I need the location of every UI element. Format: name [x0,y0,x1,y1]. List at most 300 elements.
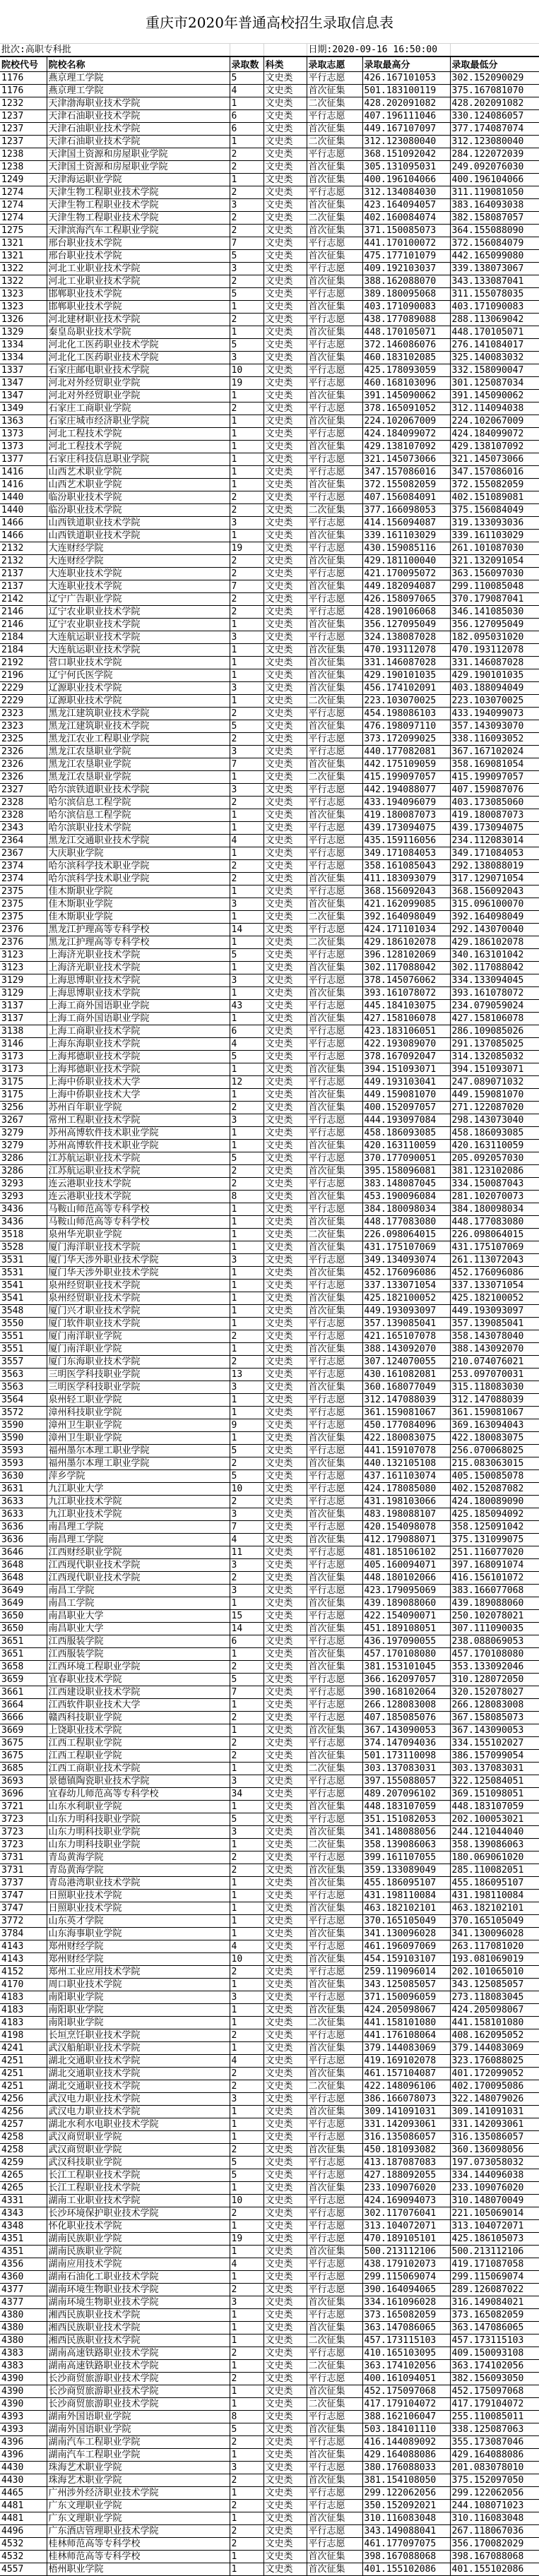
admission-round-cell: 首次征集 [307,85,362,97]
max-score-cell: 421.170095072 [362,568,450,580]
category-cell: 文史类 [263,1356,307,1368]
admission-round-cell: 平行志愿 [307,2462,362,2474]
category-cell: 文史类 [263,1610,307,1623]
admit-count-cell: 1 [230,1063,263,1076]
school-code-cell: 4377 [0,2296,47,2309]
admit-count-cell: 2 [230,2080,263,2093]
admit-count-cell: 1 [230,1915,263,1928]
school-code-cell: 1416 [0,466,47,479]
max-score-cell: 391.145090062 [362,390,450,402]
table-row [0,2487,539,2500]
admit-count-cell: 3 [230,1114,263,1127]
admit-count-cell: 1 [230,771,263,784]
admit-count-cell: 1 [230,2004,263,2017]
max-score-cell: 403.171090083 [362,301,450,314]
table-row [0,402,539,415]
max-score-cell: 426.167101053 [362,72,450,85]
admission-round-cell: 首次征集 [307,1191,362,1203]
school-name-cell: 福州墨尔本理工职业学院 [47,1445,230,1457]
admit-count-cell: 2 [230,593,263,606]
max-score-cell: 390.164094065 [362,2284,450,2296]
min-score-cell: 286.109085026 [450,1025,539,1038]
school-name-cell: 河北工业职业技术学院 [47,263,230,275]
category-cell: 文史类 [263,326,307,339]
min-score-cell: 452.176096086 [450,1267,539,1280]
school-code-cell: 2375 [0,886,47,898]
min-score-cell: 346.141085030 [450,606,539,619]
school-name-cell: 青岛黄海学院 [47,1852,230,1864]
max-score-cell: 388.162088070 [362,275,450,288]
category-cell: 文史类 [263,1902,307,1915]
category-cell: 文史类 [263,1966,307,1979]
max-score-cell: 361.159081067 [362,1407,450,1419]
admission-round-cell: 首次征集 [307,987,362,1000]
admit-count-cell: 4 [230,1534,263,1546]
admit-count-cell: 1 [230,1877,263,1890]
school-name-cell: 山东水利职业学院 [47,1801,230,1813]
admission-round-cell: 二次征集 [307,212,362,225]
min-score-cell: 263.117081020 [450,1940,539,1953]
min-score-cell: 425.186105073 [450,2233,539,2246]
school-name-cell: 厦门兴才职业技术学院 [47,1305,230,1318]
category-cell: 文史类 [263,2512,307,2525]
category-cell: 文史类 [263,2017,307,2029]
school-name-cell: 苏州高博软件技术职业学院 [47,1127,230,1140]
admit-count-cell: 1 [230,669,263,682]
admission-round-cell: 平行志愿 [307,886,362,898]
school-code-cell: 4251 [0,2080,47,2093]
admission-round-cell: 平行志愿 [307,1991,362,2004]
school-code-cell: 4383 [0,2360,47,2373]
admission-round-cell: 首次征集 [307,1826,362,1839]
admission-round-cell: 首次征集 [307,1165,362,1178]
max-score-cell: 421.165107078 [362,1330,450,1343]
school-name-cell: 江苏航运职业技术学院 [47,1165,230,1178]
admission-round-cell: 平行志愿 [307,2525,362,2538]
admit-count-cell: 2 [230,1852,263,1864]
min-score-cell: 402.151089081 [450,491,539,504]
category-cell: 文史类 [263,1801,307,1813]
admit-count-cell: 6 [230,110,263,123]
admit-count-cell: 10 [230,2195,263,2207]
category-cell: 文史类 [263,364,307,377]
category-cell: 文史类 [263,1419,307,1432]
table-row [0,2347,539,2360]
admit-count-cell: 1 [230,415,263,428]
category-cell: 文史类 [263,809,307,822]
admit-count-cell: 2 [230,2284,263,2296]
admit-count-cell: 2 [230,491,263,504]
admit-count-cell: 1 [230,695,263,708]
max-score-cell: 425.182100052 [362,1292,450,1305]
min-score-cell: 321.145073066 [450,453,539,466]
table-row [0,136,539,148]
max-score-cell: 409.192103037 [362,263,450,275]
school-name-cell: 黑龙江建筑职业技术学院 [47,720,230,733]
school-code-cell: 3256 [0,1102,47,1114]
admit-count-cell: 2 [230,708,263,720]
max-score-cell: 425.178093059 [362,364,450,377]
school-name-cell: 厦门华天涉外职业技术学院 [47,1267,230,1280]
school-name-cell: 大连航运职业技术学院 [47,644,230,657]
min-score-cell: 470.193112078 [450,644,539,657]
category-cell: 文史类 [263,199,307,212]
school-code-cell: 2328 [0,809,47,822]
admit-count-cell: 2 [230,1330,263,1343]
max-score-cell: 398.167088068 [362,2551,450,2563]
category-cell: 文史类 [263,479,307,491]
school-name-cell: 上海济光职业技术学院 [47,962,230,974]
admission-round-cell: 平行志愿 [307,1127,362,1140]
school-name-cell: 石家庄工商职业学院 [47,402,230,415]
school-name-cell: 上海思博职业技术学院 [47,987,230,1000]
max-score-cell: 393.161078072 [362,987,450,1000]
school-code-cell: 2327 [0,784,47,797]
school-code-cell: 2374 [0,860,47,873]
table-row [0,1940,539,1953]
table-row [0,1953,539,1966]
category-cell: 文史类 [263,1216,307,1229]
min-score-cell: 393.161078072 [450,987,539,1000]
category-cell: 文史类 [263,911,307,924]
max-score-cell: 299.115069074 [362,2271,450,2284]
school-code-cell: 3137 [0,1000,47,1013]
max-score-cell: 461.157104087 [362,2068,450,2080]
max-score-cell: 429.181100040 [362,555,450,568]
category-cell: 文史类 [263,2093,307,2106]
admission-round-cell: 二次征集 [307,936,362,949]
school-code-cell: 1275 [0,225,47,237]
category-cell: 文史类 [263,491,307,504]
table-row [0,936,539,949]
school-code-cell: 2146 [0,619,47,631]
table-row [0,186,539,199]
admit-count-cell: 10 [230,364,263,377]
min-score-cell: 400.196104066 [450,174,539,186]
school-code-cell: 1440 [0,491,47,504]
min-score-cell: 416.156101072 [450,1572,539,1585]
category-cell: 文史类 [263,771,307,784]
school-code-cell: 2146 [0,606,47,619]
table-row [0,2411,539,2423]
admit-count-cell: 3 [230,682,263,695]
table-row [0,1254,539,1267]
category-cell: 文史类 [263,504,307,517]
max-score-cell: 377.166098053 [362,504,450,517]
school-name-cell: 连云港职业技术学院 [47,1178,230,1191]
school-code-cell: 1274 [0,199,47,212]
school-code-cell: 4170 [0,1979,47,1991]
school-code-cell: 3123 [0,962,47,974]
table-row [0,1305,539,1318]
table-row [0,1013,539,1025]
admit-count-cell: 1 [230,326,263,339]
category-cell: 文史类 [263,1928,307,1940]
category-cell: 文史类 [263,1674,307,1686]
admit-count-cell: 1 [230,1089,263,1102]
category-cell: 文史类 [263,2246,307,2258]
min-score-cell: 420.163110059 [450,1140,539,1152]
school-code-cell: 3557 [0,1356,47,1368]
admission-round-cell: 平行志愿 [307,2436,362,2449]
table-row [0,1038,539,1051]
admission-round-cell: 首次征集 [307,441,362,453]
school-name-cell: 山东力明科技职业学院 [47,1839,230,1852]
admission-table [0,44,539,2576]
school-name-cell: 泉州经贸职业技术学院 [47,1280,230,1292]
category-cell: 文史类 [263,1318,307,1330]
min-score-cell: 500.213112106 [450,2246,539,2258]
school-name-cell: 江西服装学院 [47,1648,230,1661]
school-name-cell: 湖南汽车工程职业学院 [47,2436,230,2449]
category-cell: 文史类 [263,797,307,809]
category-cell: 文史类 [263,555,307,568]
min-score-cell: 226.098064015 [450,1229,539,1241]
category-cell: 文史类 [263,2538,307,2551]
school-name-cell: 上海中侨职业技术大学 [47,1076,230,1089]
admit-count-cell: 2 [230,1737,263,1750]
school-code-cell: 3129 [0,974,47,987]
admission-round-cell: 平行志愿 [307,1178,362,1191]
school-code-cell: 2367 [0,847,47,860]
min-score-cell: 334.144096038 [450,2169,539,2182]
school-name-cell: 哈尔滨科学技术职业学院 [47,873,230,886]
admit-count-cell: 1 [230,2017,263,2029]
min-score-cell: 441.158101080 [450,2017,539,2029]
min-score-cell: 424.184099072 [450,428,539,441]
admit-count-cell: 5 [230,1152,263,1165]
max-score-cell: 305.131095031 [362,161,450,174]
category-cell: 文史类 [263,898,307,911]
max-score-cell: 388.143092070 [362,1343,450,1356]
min-score-cell: 322.148079026 [450,2093,539,2106]
school-code-cell: 3696 [0,1788,47,1801]
category-cell: 文史类 [263,2296,307,2309]
table-row [0,72,539,85]
admission-round-cell: 平行志愿 [307,1114,362,1127]
admit-count-cell: 1 [230,2512,263,2525]
max-score-cell: 411.183093079 [362,873,450,886]
school-code-cell: 4258 [0,2144,47,2157]
admission-round-cell: 首次征集 [307,555,362,568]
admission-round-cell: 平行志愿 [307,2157,362,2169]
admission-round-cell: 平行志愿 [307,1152,362,1165]
admission-round-cell: 平行志愿 [307,237,362,250]
max-score-cell: 356.127095049 [362,619,450,631]
admit-count-cell: 2 [230,504,263,517]
category-cell: 文史类 [263,1025,307,1038]
admission-round-cell: 二次征集 [307,1763,362,1775]
min-score-cell: 448.183107059 [450,1801,539,1813]
school-code-cell: 3659 [0,1674,47,1686]
school-name-cell: 黑龙江护理高等专科学校 [47,924,230,936]
admit-count-cell: 1 [230,2449,263,2462]
max-score-cell: 424.205098067 [362,2004,450,2017]
admit-count-cell: 7 [230,1686,263,1699]
admission-round-cell: 首次征集 [307,2042,362,2055]
school-code-cell: 3675 [0,1737,47,1750]
table-row [0,148,539,161]
table-row [0,1025,539,1038]
admission-round-cell: 平行志愿 [307,1407,362,1419]
admission-round-cell: 二次征集 [307,2080,362,2093]
admit-count-cell: 2 [230,275,263,288]
max-score-cell: 401.155102086 [362,2563,450,2576]
admission-round-cell: 平行志愿 [307,2220,362,2233]
category-cell: 文史类 [263,746,307,758]
max-score-cell: 351.151082053 [362,1813,450,1826]
school-code-cell: 3636 [0,1534,47,1546]
school-name-cell: 江西工程职业学院 [47,1737,230,1750]
table-row [0,1051,539,1063]
school-name-cell: 临汾职业技术学院 [47,491,230,504]
admission-round-cell: 首次征集 [307,1432,362,1445]
table-row [0,1763,539,1775]
max-score-cell: 470.193112078 [362,644,450,657]
admission-round-cell: 首次征集 [307,415,362,428]
admit-count-cell: 8 [230,2411,263,2423]
max-score-cell: 373.172099025 [362,733,450,746]
max-score-cell: 402.160084074 [362,212,450,225]
min-score-cell: 316.135086057 [450,2131,539,2144]
admission-round-cell: 平行志愿 [307,606,362,619]
admission-round-cell: 二次征集 [307,911,362,924]
school-code-cell: 4383 [0,2347,47,2360]
category-cell: 文史类 [263,2525,307,2538]
category-cell: 文史类 [263,148,307,161]
school-code-cell: 3648 [0,1559,47,1572]
min-score-cell: 224.102067009 [450,415,539,428]
admission-round-cell: 平行志愿 [307,186,362,199]
min-score-cell: 372.155082059 [450,479,539,491]
max-score-cell: 223.103070025 [362,695,450,708]
admission-round-cell: 首次征集 [307,2563,362,2576]
admit-count-cell: 2 [230,2436,263,2449]
table-row [0,1102,539,1114]
max-score-cell: 449.182094087 [362,580,450,593]
min-score-cell: 312.114094038 [450,402,539,415]
admission-round-cell: 首次征集 [307,530,362,542]
school-name-cell: 辽宁何氏医学院 [47,669,230,682]
max-score-cell: 442.194088077 [362,784,450,797]
table-row [0,898,539,911]
school-name-cell: 燕京理工学院 [47,85,230,97]
table-row [0,733,539,746]
table-row [0,110,539,123]
table-row [0,1724,539,1737]
category-cell: 文史类 [263,339,307,352]
school-code-cell: 3548 [0,1305,47,1318]
max-score-cell: 489.207096102 [362,1788,450,1801]
category-cell: 文史类 [263,136,307,148]
min-score-cell: 349.171084053 [450,847,539,860]
admit-count-cell: 1 [230,1839,263,1852]
school-code-cell: 1347 [0,377,47,390]
admission-round-cell: 平行志愿 [307,822,362,835]
category-cell: 文史类 [263,987,307,1000]
category-cell: 文史类 [263,962,307,974]
admission-round-cell: 首次征集 [307,2004,362,2017]
table-row [0,1216,539,1229]
school-code-cell: 2192 [0,657,47,669]
table-row [0,2068,539,2080]
category-cell: 文史类 [263,2551,307,2563]
table-row [0,2423,539,2436]
admission-round-cell: 首次征集 [307,962,362,974]
max-score-cell: 429.186102078 [362,936,450,949]
school-name-cell: 哈尔滨铁道职业技术学院 [47,784,230,797]
category-cell: 文史类 [263,631,307,644]
category-cell: 文史类 [263,212,307,225]
school-name-cell: 河北工业职业技术学院 [47,275,230,288]
min-score-cell: 449.193093097 [450,1305,539,1318]
admission-round-cell: 平行志愿 [307,1737,362,1750]
table-row [0,1076,539,1089]
table-row [0,301,539,314]
admit-count-cell: 2 [230,402,263,415]
category-cell: 文史类 [263,1724,307,1737]
school-code-cell: 3293 [0,1178,47,1191]
min-score-cell: 448.170105071 [450,326,539,339]
table-row [0,1356,539,1368]
admission-round-cell: 平行志愿 [307,2309,362,2322]
school-name-cell: 湖南民族职业学院 [47,2246,230,2258]
max-score-cell: 452.175097068 [362,2385,450,2398]
school-code-cell: 1347 [0,390,47,402]
max-score-cell: 368.151092042 [362,148,450,161]
admission-round-cell: 平行志愿 [307,517,362,530]
school-name-cell: 湖南环境生物职业技术学院 [47,2296,230,2309]
admission-round-cell: 首次征集 [307,1648,362,1661]
min-score-cell: 403.171090083 [450,301,539,314]
school-name-cell: 厦门南洋职业学院 [47,1343,230,1356]
table-row [0,1991,539,2004]
admit-count-cell: 3 [230,1381,263,1394]
col-header-max-score: 录取最高分 [362,56,450,72]
admit-count-cell: 5 [230,1813,263,1826]
school-code-cell: 1232 [0,97,47,110]
school-name-cell: 湖南工业职业技术学院 [47,2195,230,2207]
category-cell: 文史类 [263,1712,307,1724]
max-score-cell: 384.180098034 [362,1203,450,1216]
min-score-cell: 334.133094045 [450,974,539,987]
school-code-cell: 3572 [0,1407,47,1419]
school-name-cell: 长江工程职业技术学院 [47,2169,230,2182]
admit-count-cell: 1 [230,2182,263,2195]
max-score-cell: 422.193089070 [362,1038,450,1051]
school-code-cell: 3633 [0,1508,47,1521]
school-name-cell: 连云港职业技术学院 [47,1191,230,1203]
school-name-cell: 湖南高速铁路职业技术学院 [47,2360,230,2373]
max-score-cell: 422.154090071 [362,1610,450,1623]
admit-count-cell: 3 [230,1991,263,2004]
category-cell: 文史类 [263,1305,307,1318]
table-row [0,2334,539,2347]
max-score-cell: 407.185085076 [362,1712,450,1724]
admit-count-cell: 1 [230,2563,263,2576]
school-code-cell: 1329 [0,326,47,339]
school-name-cell: 天津石油职业技术学院 [47,110,230,123]
admit-count-cell: 1 [230,2487,263,2500]
school-code-cell: 3731 [0,1864,47,1877]
school-code-cell: 1323 [0,288,47,301]
school-code-cell: 3646 [0,1546,47,1559]
admission-round-cell: 首次征集 [307,174,362,186]
admission-round-cell: 二次征集 [307,2334,362,2347]
admission-round-cell: 首次征集 [307,1724,362,1737]
admission-round-cell: 平行志愿 [307,1330,362,1343]
category-cell: 文史类 [263,352,307,364]
